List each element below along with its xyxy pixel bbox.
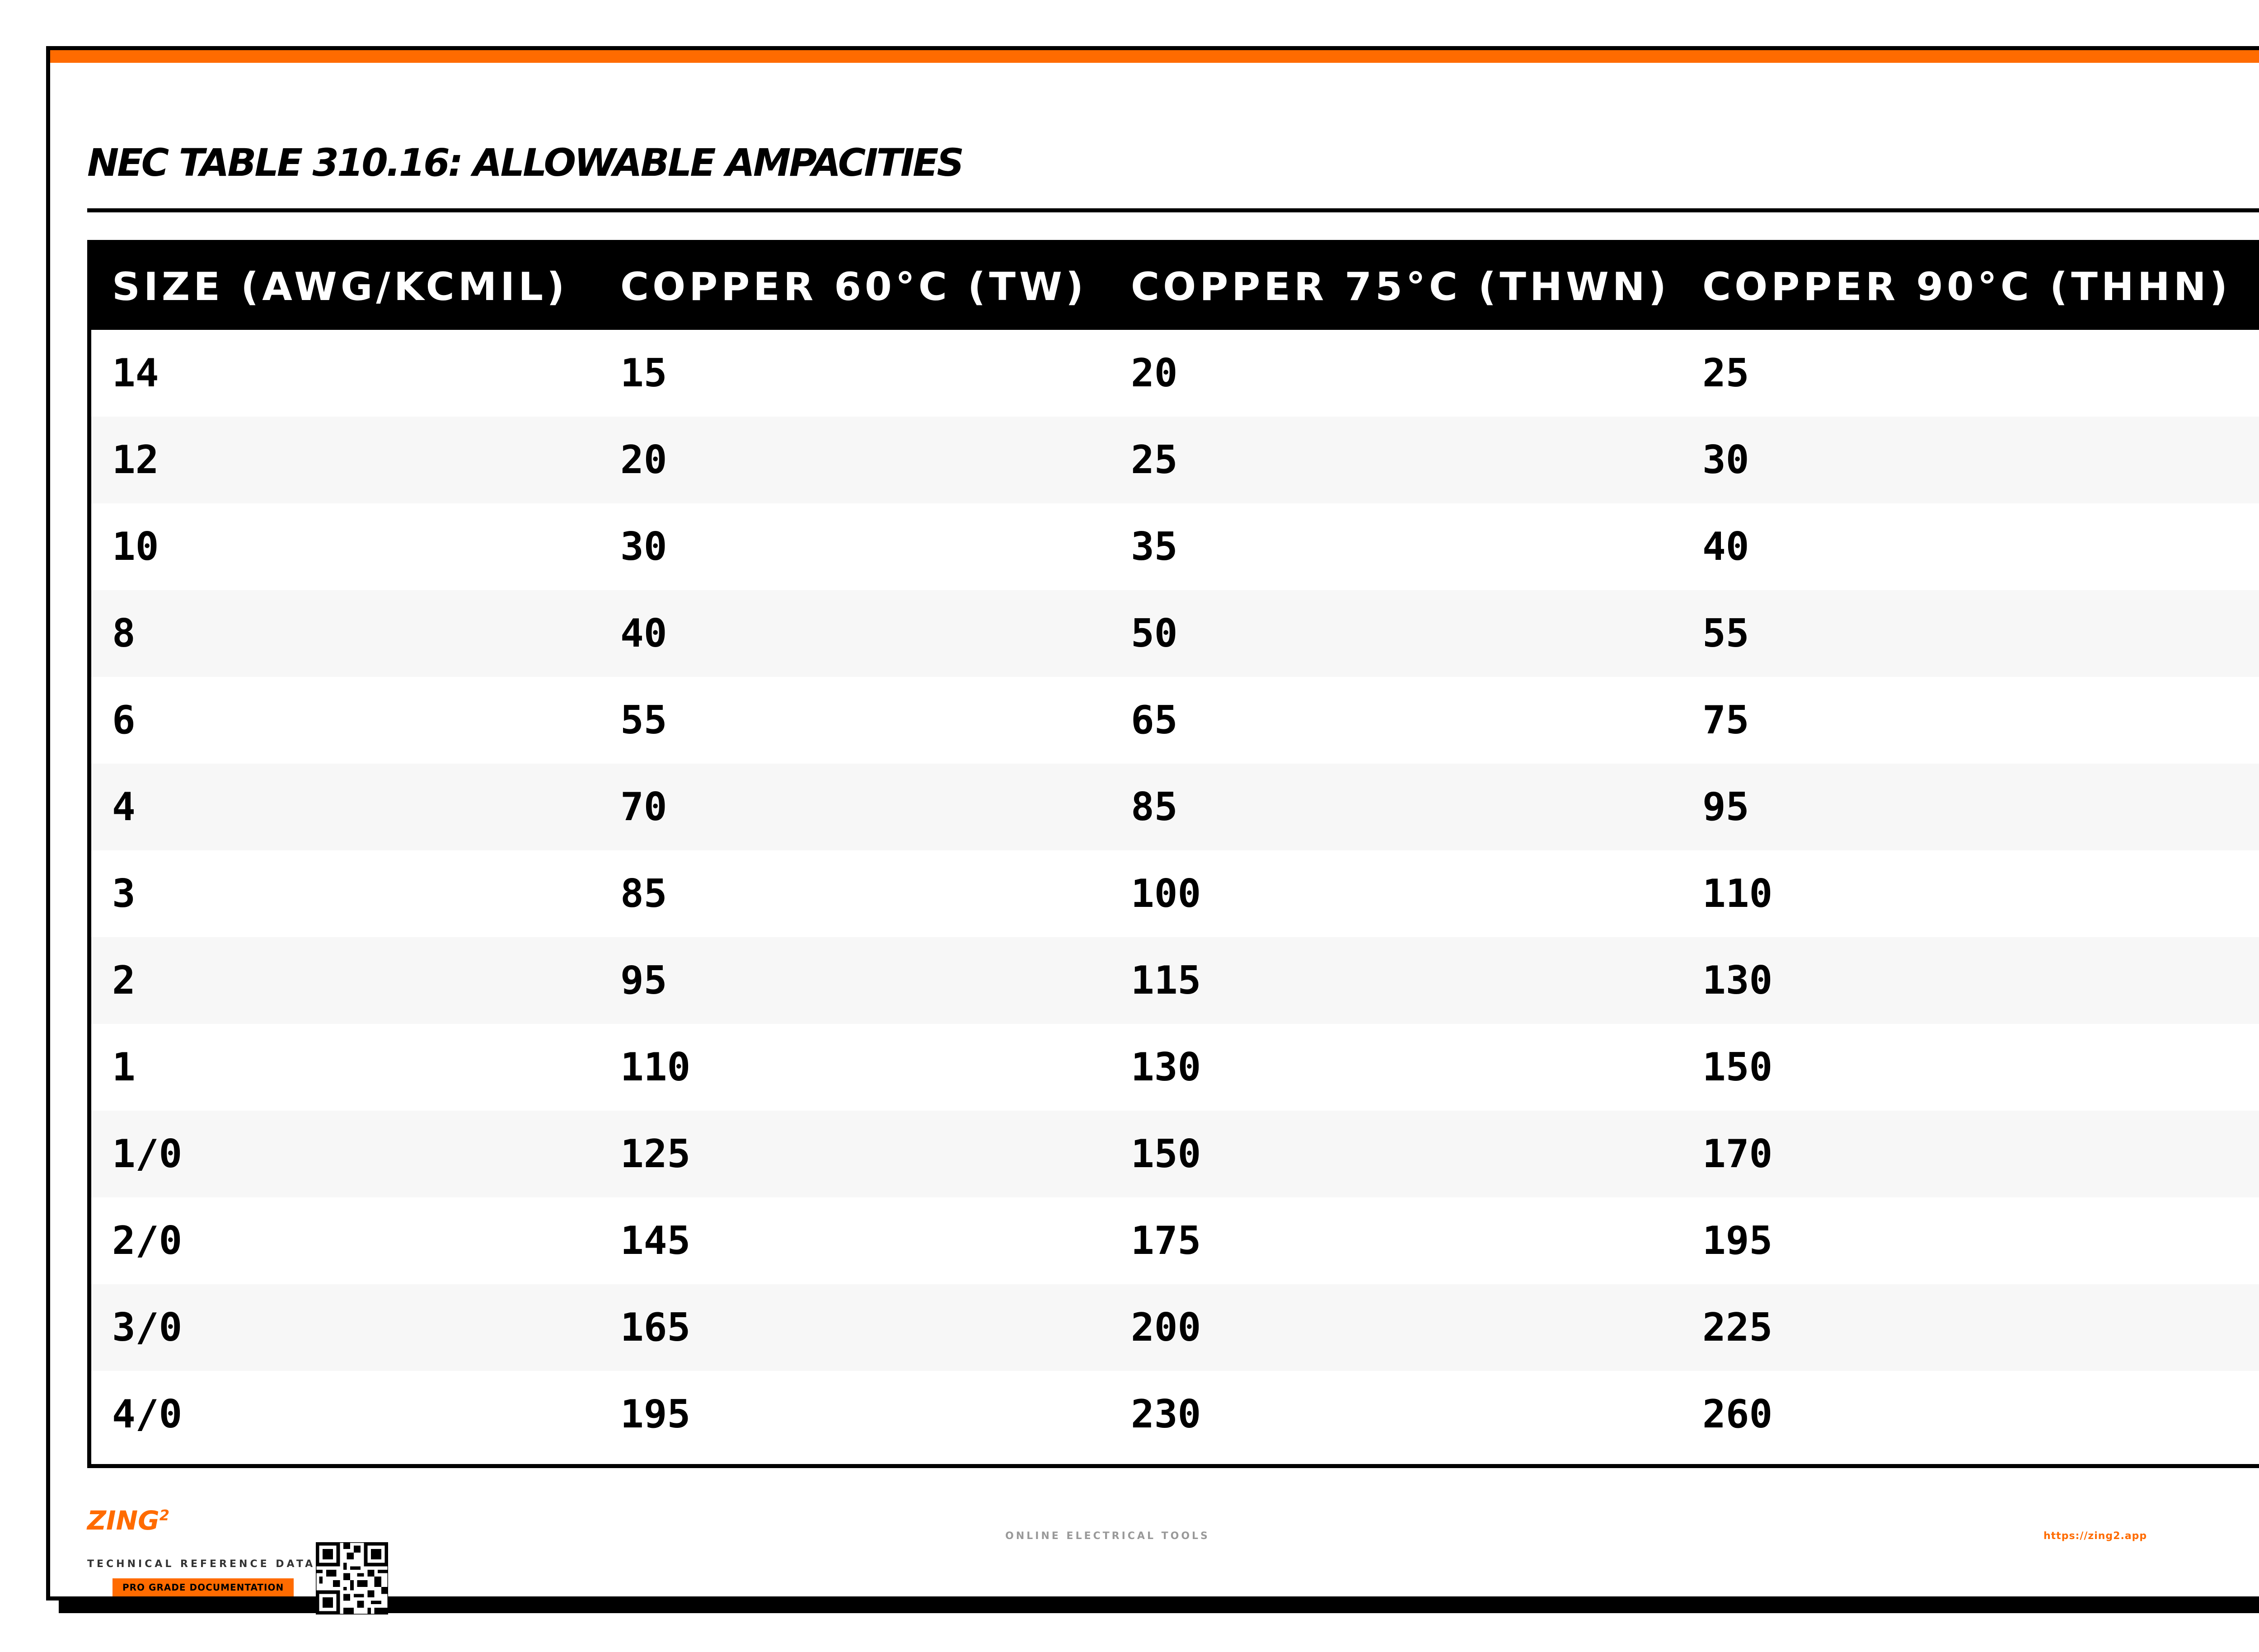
ampacity-table [91,244,2259,1458]
ampacity-cell [2249,850,2259,937]
ampacity-cell [2249,937,2259,1024]
wire-size-cell: 12 [112,437,159,483]
wire-size-cell: 1/0 [112,1131,183,1177]
ampacity-cell: 85 [1131,784,1178,830]
ampacity-cell: 170 [1702,1131,1773,1177]
ampacity-cell: 50 [1131,611,1178,656]
brand-name: ZING [87,1505,159,1536]
ampacity-cell [2249,1024,2259,1111]
footer [87,1496,2259,1596]
table-row [91,1197,2259,1284]
reference-card [46,46,2259,1600]
ampacity-cell [2249,1111,2259,1197]
ampacity-cell: 55 [1702,611,1749,656]
ampacity-cell: 40 [620,611,667,656]
ampacity-cell: 25 [1702,351,1749,396]
wire-size-cell: 3 [112,871,136,916]
table-row [91,937,2259,1024]
ampacity-cell: 230 [1131,1392,1201,1437]
table-header-row [91,244,2259,330]
ampacity-cell: 260 [1702,1392,1773,1437]
ampacity-cell [2249,503,2259,590]
brand-logo [87,1505,169,1536]
wire-size-cell: 6 [112,698,136,743]
ampacity-cell [2249,1197,2259,1284]
ampacity-cell: 195 [620,1392,691,1437]
ampacity-cell: 115 [1131,958,1201,1003]
ampacity-cell [2249,1371,2259,1458]
ampacity-cell: 95 [1702,784,1749,830]
ampacity-cell: 85 [620,871,667,916]
ampacity-cell: 225 [1702,1305,1773,1350]
ampacity-cell: 110 [620,1045,691,1090]
ampacity-table-frame [87,240,2259,1468]
top-accent-bar [50,50,2259,63]
page-title: NEC TABLE 310.16: ALLOWABLE AMPACITIES [87,141,963,185]
ampacity-cell: 75 [1702,698,1749,743]
ampacity-cell: 55 [620,698,667,743]
wire-size-cell: 1 [112,1045,136,1090]
table-row [91,1371,2259,1458]
ampacity-cell: 30 [620,524,667,569]
table-row [91,590,2259,677]
column-header [2249,244,2259,330]
footer-url-link[interactable]: https://zing2.app [2043,1530,2147,1542]
ampacity-cell: 20 [620,437,667,483]
ampacity-cell [2249,764,2259,850]
wire-size-cell: 3/0 [112,1305,183,1350]
ampacity-cell [2249,1284,2259,1371]
wire-size-cell: 4 [112,784,136,830]
ampacity-cell: 70 [620,784,667,830]
ampacity-cell: 95 [620,958,667,1003]
ampacity-cell: 130 [1131,1045,1201,1090]
ampacity-cell: 165 [620,1305,691,1350]
ampacity-cell: 145 [620,1218,691,1263]
ampacity-cell [2249,677,2259,764]
table-row [91,1111,2259,1197]
ampacity-cell: 200 [1131,1305,1201,1350]
brand-tagline: TECHNICAL REFERENCE DATA [87,1558,316,1570]
ampacity-cell: 150 [1702,1045,1773,1090]
pro-grade-badge: PRO GRADE DOCUMENTATION [112,1578,294,1596]
ampacity-cell: 150 [1131,1131,1201,1177]
footer-online-tools: ONLINE ELECTRICAL TOOLS [1005,1530,1210,1542]
brand-superscript: 2 [159,1507,170,1524]
table-row [91,1284,2259,1371]
column-header: COPPER 90°C (THHN) [1702,264,2231,310]
table-row [91,503,2259,590]
table-row [91,764,2259,850]
wire-size-cell: 2 [112,958,136,1003]
ampacity-cell: 195 [1702,1218,1773,1263]
ampacity-cell [2249,590,2259,677]
ampacity-cell: 40 [1702,524,1749,569]
wire-size-cell: 14 [112,351,159,396]
title-divider [87,208,2259,212]
table-body [91,330,2259,1458]
wire-size-cell: 10 [112,524,159,569]
ampacity-cell: 15 [620,351,667,396]
ampacity-cell: 110 [1702,871,1773,916]
ampacity-cell: 175 [1131,1218,1201,1263]
table-row [91,850,2259,937]
ampacity-cell: 30 [1702,437,1749,483]
column-header: COPPER 75°C (THWN) [1131,264,1670,310]
table-row [91,1024,2259,1111]
column-header: COPPER 60°C (TW) [620,264,1087,310]
ampacity-cell: 20 [1131,351,1178,396]
table-row [91,417,2259,503]
ampacity-cell: 125 [620,1131,691,1177]
table-row [91,330,2259,417]
ampacity-cell: 25 [1131,437,1178,483]
qr-code-icon [316,1542,388,1614]
ampacity-cell: 130 [1702,958,1773,1003]
wire-size-cell: 2/0 [112,1218,183,1263]
ampacity-cell: 100 [1131,871,1201,916]
ampacity-cell [2249,417,2259,503]
wire-size-cell: 8 [112,611,136,656]
column-header: SIZE (AWG/KCMIL) [112,264,568,310]
ampacity-cell: 65 [1131,698,1178,743]
ampacity-cell [2249,330,2259,417]
wire-size-cell: 4/0 [112,1392,183,1437]
ampacity-cell: 35 [1131,524,1178,569]
table-row [91,677,2259,764]
